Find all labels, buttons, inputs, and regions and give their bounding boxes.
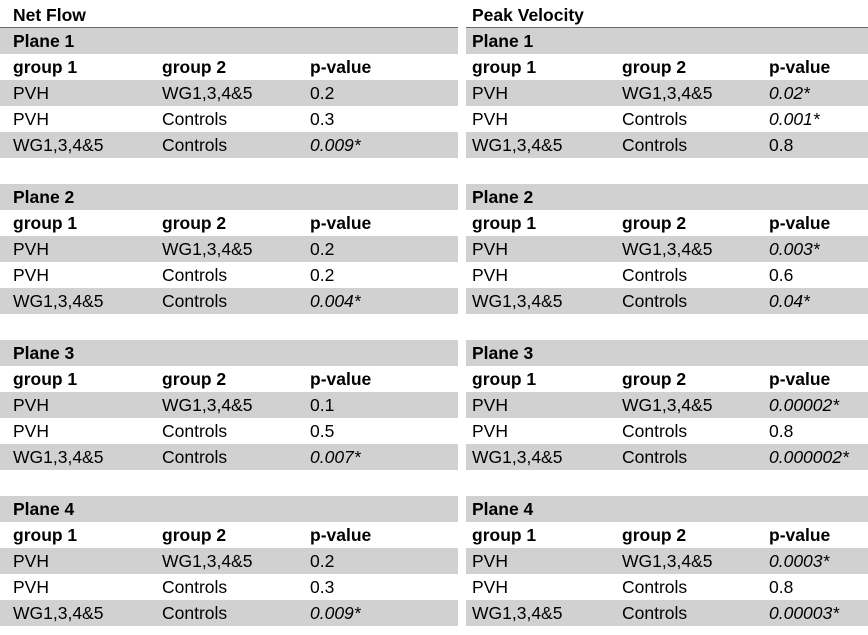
group-1-cell: WG1,3,4&5 (13, 291, 104, 311)
group-2-cell: WG1,3,4&5 (622, 551, 713, 571)
plane-label: Plane 2 (13, 187, 75, 207)
group-2-cell: Controls (162, 577, 228, 597)
table-row (466, 548, 868, 574)
p-value-cell: 0.2 (310, 239, 335, 259)
plane-heading-row (0, 340, 458, 366)
column-header-row (466, 210, 868, 236)
group-2-cell: Controls (162, 109, 228, 129)
plane-heading-row (466, 184, 868, 210)
peak-velocity-planes (466, 28, 868, 626)
p-value-cell: 0.3 (310, 109, 335, 129)
column-header: group 2 (622, 57, 687, 77)
p-value-cell: 0.00002* (769, 395, 840, 415)
group-1-cell: PVH (472, 395, 508, 415)
table-row (0, 548, 458, 574)
p-value-cell: 0.2 (310, 551, 335, 571)
p-value-cell: 0.02* (769, 83, 810, 103)
p-value-cell: 0.3 (310, 577, 335, 597)
group-1-cell: WG1,3,4&5 (472, 135, 563, 155)
plane-label: Plane 4 (472, 499, 534, 519)
p-value-cell: 0.5 (310, 421, 335, 441)
group-1-cell: WG1,3,4&5 (472, 447, 563, 467)
group-1-cell: PVH (13, 83, 49, 103)
column-header-row (466, 54, 868, 80)
table-row (466, 392, 868, 418)
column-header: group 2 (162, 369, 227, 389)
plane-block (0, 184, 458, 314)
column-header-row (0, 54, 458, 80)
spacer (0, 158, 458, 184)
column-header: group 1 (472, 369, 537, 389)
table-row (0, 288, 458, 314)
plane-block (466, 184, 868, 314)
table-row (0, 444, 458, 470)
spacer (466, 158, 868, 184)
group-2-cell: WG1,3,4&5 (622, 83, 713, 103)
group-1-cell: PVH (13, 577, 49, 597)
p-value-cell: 0.0003* (769, 551, 830, 571)
plane-block (466, 340, 868, 470)
group-1-cell: PVH (13, 109, 49, 129)
column-header: group 1 (472, 525, 537, 545)
column-header: p-value (310, 213, 372, 233)
plane-label: Plane 1 (472, 31, 534, 51)
plane-heading-row (0, 184, 458, 210)
table-row (0, 236, 458, 262)
group-2-cell: Controls (162, 447, 228, 467)
column-header: p-value (310, 525, 372, 545)
group-2-cell: Controls (622, 291, 688, 311)
plane-label: Plane 2 (472, 187, 534, 207)
group-2-cell: Controls (622, 447, 688, 467)
table-row (466, 80, 868, 106)
p-value-cell: 0.001* (769, 109, 820, 129)
column-header: group 2 (162, 525, 227, 545)
table-row (466, 236, 868, 262)
group-2-cell: WG1,3,4&5 (162, 239, 253, 259)
group-1-cell: WG1,3,4&5 (472, 291, 563, 311)
column-header: group 1 (13, 213, 78, 233)
table-row (0, 574, 458, 600)
column-header: group 2 (622, 369, 687, 389)
spacer (466, 470, 868, 496)
column-header: group 2 (162, 213, 227, 233)
column-header: group 1 (13, 525, 78, 545)
group-1-cell: PVH (13, 239, 49, 259)
table-row (466, 262, 868, 288)
column-header: group 2 (162, 57, 227, 77)
column-header: p-value (310, 57, 372, 77)
p-value-cell: 0.009* (310, 603, 361, 623)
column-header: p-value (769, 525, 831, 545)
column-header: group 1 (13, 57, 78, 77)
p-value-cell: 0.8 (769, 577, 794, 597)
p-value-cell: 0.6 (769, 265, 794, 285)
column-header: group 2 (622, 525, 687, 545)
net-flow-planes (0, 28, 458, 626)
group-2-cell: WG1,3,4&5 (622, 239, 713, 259)
table-row (466, 418, 868, 444)
group-1-cell: WG1,3,4&5 (13, 135, 104, 155)
p-value-cell: 0.04* (769, 291, 810, 311)
group-1-cell: WG1,3,4&5 (13, 603, 104, 623)
plane-heading-row (0, 28, 458, 54)
group-1-cell: PVH (13, 551, 49, 571)
p-value-cell: 0.8 (769, 421, 794, 441)
group-2-cell: Controls (162, 265, 228, 285)
group-2-cell: WG1,3,4&5 (162, 551, 253, 571)
group-2-cell: WG1,3,4&5 (622, 395, 713, 415)
plane-label: Plane 3 (13, 343, 75, 363)
group-2-cell: WG1,3,4&5 (162, 395, 253, 415)
p-value-cell: 0.8 (769, 135, 794, 155)
plane-label: Plane 1 (13, 31, 75, 51)
table-row (0, 262, 458, 288)
peak-velocity-column (466, 0, 868, 626)
group-1-cell: PVH (472, 577, 508, 597)
group-1-cell: PVH (472, 421, 508, 441)
plane-heading-row (466, 496, 868, 522)
group-2-cell: Controls (622, 135, 688, 155)
p-value-cell: 0.2 (310, 265, 335, 285)
table-row (0, 418, 458, 444)
table-row (0, 600, 458, 626)
table-row (0, 106, 458, 132)
table-row (0, 132, 458, 158)
group-2-cell: Controls (162, 603, 228, 623)
group-2-cell: Controls (622, 109, 688, 129)
column-header-row (0, 366, 458, 392)
spacer (0, 470, 458, 496)
spacer (0, 314, 458, 340)
p-value-cell: 0.1 (310, 395, 335, 415)
p-value-cell: 0.00003* (769, 603, 840, 623)
plane-heading-row (0, 496, 458, 522)
group-2-cell: Controls (622, 421, 688, 441)
group-1-cell: PVH (472, 551, 508, 571)
net-flow-title: Net Flow (0, 0, 458, 28)
group-1-cell: WG1,3,4&5 (13, 447, 104, 467)
group-2-cell: Controls (162, 291, 228, 311)
peak-velocity-title: Peak Velocity (466, 0, 868, 28)
plane-label: Plane 3 (472, 343, 534, 363)
p-value-cell: 0.009* (310, 135, 361, 155)
table-row (0, 80, 458, 106)
column-header-row (0, 522, 458, 548)
plane-block (0, 496, 458, 626)
plane-block (0, 340, 458, 470)
group-1-cell: PVH (13, 395, 49, 415)
group-2-cell: Controls (622, 603, 688, 623)
table-row (466, 600, 868, 626)
spacer (466, 314, 868, 340)
p-value-cell: 0.007* (310, 447, 361, 467)
column-header-row (466, 366, 868, 392)
plane-block (0, 28, 458, 158)
column-header-row (0, 210, 458, 236)
p-value-cell: 0.003* (769, 239, 820, 259)
column-header: p-value (310, 369, 372, 389)
column-header: p-value (769, 57, 831, 77)
column-header: group 1 (472, 213, 537, 233)
p-value-cell: 0.004* (310, 291, 361, 311)
column-header: p-value (769, 369, 831, 389)
plane-block (466, 28, 868, 158)
column-header: p-value (769, 213, 831, 233)
table-row (466, 132, 868, 158)
p-value-cell: 0.2 (310, 83, 335, 103)
table-row (466, 106, 868, 132)
plane-heading-row (466, 340, 868, 366)
table-row (0, 392, 458, 418)
group-2-cell: Controls (622, 577, 688, 597)
plane-heading-row (466, 28, 868, 54)
table-row (466, 288, 868, 314)
column-header: group 1 (13, 369, 78, 389)
group-1-cell: PVH (472, 239, 508, 259)
group-2-cell: Controls (162, 421, 228, 441)
group-1-cell: PVH (472, 83, 508, 103)
group-1-cell: PVH (13, 421, 49, 441)
group-1-cell: WG1,3,4&5 (472, 603, 563, 623)
column-header: group 2 (622, 213, 687, 233)
table-row (466, 444, 868, 470)
column-header-row (466, 522, 868, 548)
group-1-cell: PVH (472, 109, 508, 129)
plane-label: Plane 4 (13, 499, 75, 519)
group-2-cell: Controls (162, 135, 228, 155)
column-header: group 1 (472, 57, 537, 77)
group-2-cell: WG1,3,4&5 (162, 83, 253, 103)
p-value-cell: 0.000002* (769, 447, 849, 467)
group-2-cell: Controls (622, 265, 688, 285)
group-1-cell: PVH (472, 265, 508, 285)
table-row (466, 574, 868, 600)
plane-block (466, 496, 868, 626)
group-1-cell: PVH (13, 265, 49, 285)
